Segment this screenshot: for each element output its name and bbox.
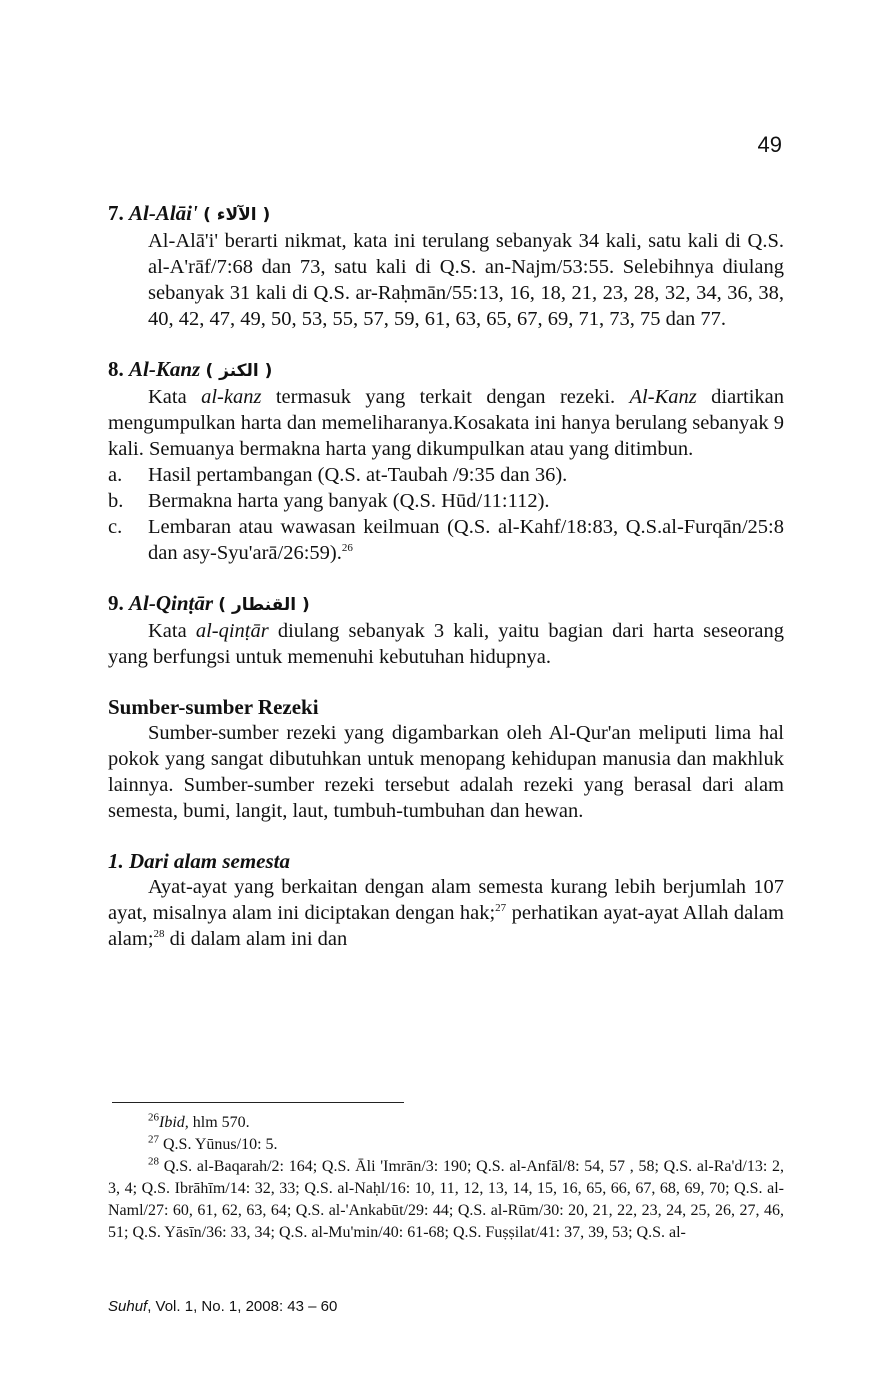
footnote-ref-28: 28: [153, 928, 165, 941]
section-7-number: 7.: [108, 201, 124, 225]
section-9-heading: [108, 590, 784, 618]
section-9-arabic: ( القنطار ): [218, 595, 310, 615]
list-item: a. Hasil pertambangan (Q.S. at-Taubah /9:35 dan 36).: [108, 464, 568, 486]
subsection-1-text: Ayat-ayat yang berkaitan dengan alam semesta kurang lebih berjumlah 107 ayat, misalnya alam ini diciptakan dengan hak;$^{27}$ perhatikan ayat-ayat Allah dalam alam;$^{28}$ di dalam alam ini dan: [108, 876, 784, 950]
section-8-text: Kata al-kanz termasuk yang terkait dengan rezeki. Al-Kanz diartikan mengumpulkan harta dan memeliharanya.Kosakata ini hanya berulang sebanyak 9 kali. Semuanya bermakna harta yang dikumpulkan atau yang ditimbun.: [108, 386, 784, 460]
section-7-arabic: ( الآلاء ): [203, 205, 271, 225]
section-9-number: 9.: [108, 591, 124, 615]
section-8-number: 8.: [108, 357, 124, 381]
page-body: [108, 200, 784, 952]
sumber-text: Sumber-sumber rezeki yang digambarkan oleh Al-Qur'an meliputi lima hal pokok yang sangat dibutuhkan untuk menopang kehidupan manusia dan makhluk lainnya. Sumber-sumber rezeki tersebut adalah rezeki yang berasal dari alam semesta, bumi, langit, laut, tumbuh-tumbuhan dan hewan.: [108, 722, 784, 822]
section-7-heading: [108, 200, 784, 228]
section-7-title: Al-Alāi': [129, 201, 198, 225]
section-9-text: Kata al-qinṭār diulang sebanyak 3 kali, yaitu bagian dari harta seseorang yang berfungsi untuk memenuhi kebutuhan hidupnya.: [108, 620, 784, 668]
section-8-title: Al-Kanz: [129, 357, 201, 381]
list-item: c. Lembaran atau wawasan keilmuan (Q.S. al-Kahf/18:83, Q.S.al-Furqān/25:8 dan asy-Syu'arā/26:59).$^{26}$: [108, 516, 784, 564]
footnote-divider: [112, 1102, 404, 1103]
footnotes: [108, 1112, 784, 1244]
list-item: b. Bermakna harta yang banyak (Q.S. Hūd/11:112).: [108, 490, 550, 512]
section-7-text: Al-Alā'i' berarti nikmat, kata ini terulang sebanyak 34 kali, satu kali di Q.S. al-A'rāf/7:68 dan 73, satu kali di Q.S. an-Najm/53:55. Selebihnya diulang sebanyak 31 kali di Q.S. ar-Raḥmān/55:13, 16, 18, 21, 23, 28, 32, 34, 36, 38, 40, 42, 47, 49, 50, 53, 55, 57, 59, 61, 63, 65, 67, 69, 71, 73, 75 dan 77.: [148, 230, 784, 330]
page-number: 49: [757, 132, 782, 157]
sumber-heading: Sumber-sumber Rezeki: [108, 695, 319, 719]
section-8-arabic: ( الكنز ): [205, 361, 273, 381]
section-9-title: Al-Qinṭār: [129, 591, 214, 615]
journal-footer: Suhuf, Vol. 1, No. 1, 2008: 43 – 60: [108, 1298, 338, 1315]
footnote-27: $^{27}$ Q.S. Yūnus/10: 5.: [148, 1133, 278, 1153]
footnote-26: $^{26}$Ibid, hlm 570.: [148, 1111, 250, 1131]
footnote-28: $^{28}$ Q.S. al-Baqarah/2: 164; Q.S. Āli 'Imrān/3: 190; Q.S. al-Anfāl/8: 54, 57 , 58; Q.S. al-Ra'd/13: 2, 3, 4; Q.S. Ibrāhīm/14: 32, 33; Q.S. al-Naḥl/16: 10, 11, 12, 13, 14, 15, 16, 65, 66, 67, 68, 69, 70; Q.S. al-Naml/27: 60, 61, 62, 63, 64; Q.S. al-'Ankabūt/29: 44; Q.S. al-Rūm/30: 20, 21, 22, 23, 24, 25, 26, 27, 46, 51; Q.S. Yāsīn/36: 33, 34; Q.S. al-Mu'min/40: 61-68; Q.S. Fuṣṣilat/41: 37, 39, 53; Q.S. al-: [108, 1155, 784, 1241]
section-8-heading: [108, 356, 784, 384]
subsection-1-heading: 1. Dari alam semesta: [108, 849, 290, 873]
footnote-ref-27: 27: [495, 902, 507, 915]
footnote-ref-26: 26: [341, 542, 353, 555]
